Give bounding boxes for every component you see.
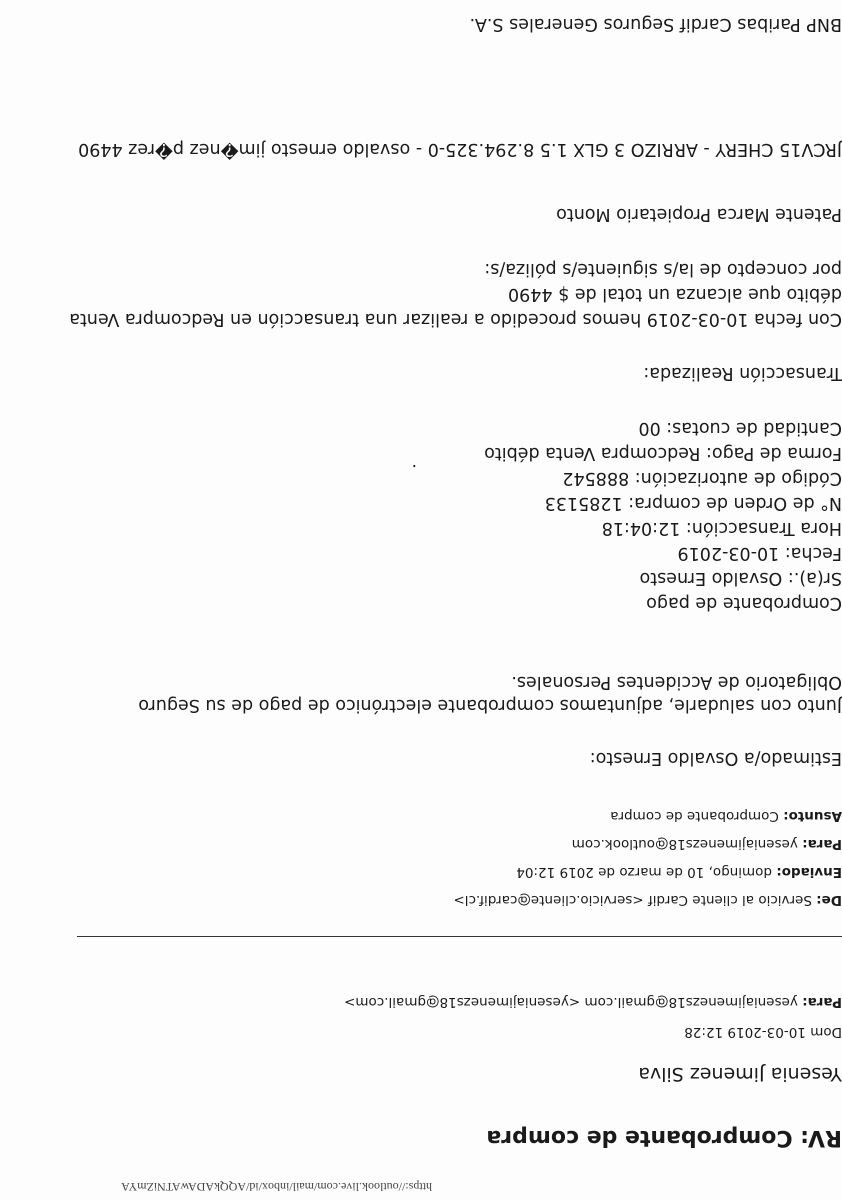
intro-line-1: Junto con saludarle, adjuntamos comprobante electrónico de pago de su Seguro (138, 695, 842, 715)
forwarded-to (572, 836, 842, 852)
forwarded-from (453, 892, 842, 908)
sender-name: Yesenia Jimenez Silva (638, 1063, 842, 1085)
policy-table-row: JRCV15 CHERY - ARRIZO 3 GLX 1.5 8.294.325-0 - osvaldo ernesto jim�nez p�rez 4490 (78, 139, 842, 159)
forwarded-subject (610, 808, 842, 824)
greeting: Estimado/a Osvaldo Ernesto: (589, 748, 842, 768)
from-value: Servicio al cliente Cardif <servicio.cliente@cardif.cl> (453, 892, 812, 908)
receipt-installments: Cantidad de cuotas: 00 (638, 418, 842, 438)
receipt-date: Fecha: 10-03-2019 (677, 543, 842, 563)
stray-dot: . (411, 460, 417, 480)
signature: BNP Paribas Cardif Seguros Generales S.A. (469, 14, 842, 34)
to-line (344, 994, 842, 1010)
transaction-line-3: por concepto de la/s siguiente/s póliza/s: (484, 259, 842, 279)
from-label: De: (816, 892, 842, 908)
sent-date: Dom 10-03-2019 12:28 (684, 1024, 842, 1040)
transaction-title: Transacción Realizada: (643, 363, 842, 383)
intro-line-2: Obligatorio de Accidentes Personales. (511, 672, 842, 692)
header-divider (77, 936, 842, 937)
subject-value: Comprobante de compra (610, 808, 779, 824)
page-url: https://outlook.live.com/mail/inbox/id/AQQkADAwATNiZmYA (121, 1180, 432, 1194)
fwd-to-value: yeseniajimenezs18@outlook.com (571, 836, 798, 852)
to-label: Para: (802, 994, 842, 1010)
sent-label: Enviado: (776, 864, 842, 880)
forwarded-sent (516, 864, 842, 880)
sent-value: domingo, 10 de marzo de 2019 12:04 (516, 864, 772, 880)
transaction-line-1: Con fecha 10-03-2019 hemos procedido a realizar una transacción en Redcompra Venta (69, 309, 842, 329)
fwd-to-label: Para: (802, 836, 842, 852)
receipt-auth-code: Código de autorización: 888542 (562, 468, 842, 488)
receipt-order: N° de Orden de compra: 1285133 (544, 493, 842, 513)
email-subject: RV: Comprobante de compra (486, 1125, 842, 1150)
receipt-time: Hora Transacción: 12:04:18 (601, 518, 842, 538)
to-value: yeseniajimenezs18@gmail.com <yeseniajimenezs18@gmail.com> (344, 994, 798, 1010)
receipt-client: Sr(a).: Osvaldo Ernesto (639, 568, 842, 588)
transaction-line-2: débito que alcanza un total de $ 4490 (508, 284, 842, 304)
subject-label: Asunto: (783, 808, 842, 824)
receipt-title: Comprobante de pago (646, 593, 842, 613)
receipt-payment-method: Forma de Pago: Redcompra Venta débito (484, 443, 842, 463)
policy-table-header: Patente Marca Propietario Monto (556, 204, 842, 224)
